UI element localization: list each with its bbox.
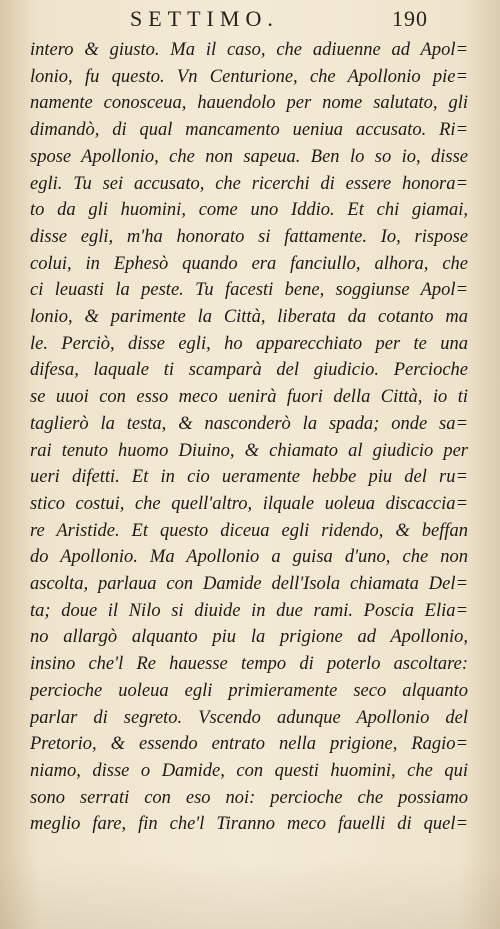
- text-line: disse egli, m'ha honorato si fattamente. Io, rispose: [30, 226, 468, 247]
- text-line: no allargò alquanto piu la prigione ad Apollonio,: [30, 627, 468, 648]
- text-line: re Aristide. Et questo diceua egli ridendo, & beffan: [30, 520, 468, 541]
- running-head: SETTIMO.: [130, 6, 279, 31]
- text-line: meglio fare, fin che'l Tiranno meco fauelli di quel=: [30, 814, 468, 835]
- text-line: percioche uoleua egli primieramente seco alquanto: [30, 680, 468, 701]
- text-line: stico costui, che quell'altro, ilquale uoleua discaccia=: [30, 493, 468, 514]
- text-line: ascolta, parlaua con Damide dell'Isola chiamata Del=: [30, 574, 468, 595]
- paper-shading: [0, 859, 500, 929]
- text-line: rai tenuto huomo Diuino, & chiamato al giudicio per: [30, 440, 468, 461]
- text-line: namente conosceua, hauendolo per nome salutato, gli: [30, 93, 468, 114]
- text-line: lonio, fu questo. Vn Centurione, che Apollonio pie=: [30, 66, 468, 87]
- text-line: parlar di segreto. Vscendo adunque Apollonio del: [30, 707, 468, 728]
- text-line: dimandò, di qual mancamento ueniua accusato. Ri=: [30, 120, 468, 141]
- text-line: se uuoi con esso meco uenirà fuori della Città, io ti: [30, 387, 468, 408]
- body-text: [30, 37, 468, 838]
- text-line: taglierò la testa, & nasconderò la spada; onde sa=: [30, 413, 468, 434]
- text-line: spose Apollonio, che non sapeua. Ben lo so io, disse: [30, 146, 468, 167]
- text-line: niamo, disse o Damide, con questi huomini, che qui: [30, 760, 468, 781]
- text-line: ta; doue il Nilo si diuide in due rami. Poscia Elia=: [30, 600, 468, 621]
- text-line: egli. Tu sei accusato, che ricerchi di essere honora=: [30, 173, 468, 194]
- text-line: lonio, & parimente la Città, liberata da cotanto ma: [30, 307, 468, 328]
- text-line: colui, in Ephesò quando era fanciullo, alhora, che: [30, 253, 468, 274]
- text-line: Pretorio, & essendo entrato nella prigione, Ragio=: [30, 734, 468, 755]
- page-number: 190: [392, 6, 428, 31]
- text-line: to da gli huomini, come uno Iddio. Et chi giamai,: [30, 200, 468, 221]
- page-header: [0, 6, 500, 36]
- text-line: ci leuasti la peste. Tu facesti bene, soggiunse Apol=: [30, 280, 468, 301]
- text-line: sono serrati con eso noi: percioche che possiamo: [30, 787, 468, 808]
- text-line: difesa, laquale ti scamparà del giudicio. Percioche: [30, 360, 468, 381]
- text-line: ueri difetti. Et in cio ueramente hebbe piu del ru=: [30, 467, 468, 488]
- text-line: intero & giusto. Ma il caso, che adiuenne ad Apol=: [30, 40, 468, 60]
- text-line: do Apollonio. Ma Apollonio a guisa d'uno, che non: [30, 547, 468, 568]
- text-line: le. Perciò, disse egli, ho apparecchiato per te una: [30, 333, 468, 354]
- text-line: insino che'l Re hauesse tempo di poterlo ascoltare:: [30, 654, 468, 675]
